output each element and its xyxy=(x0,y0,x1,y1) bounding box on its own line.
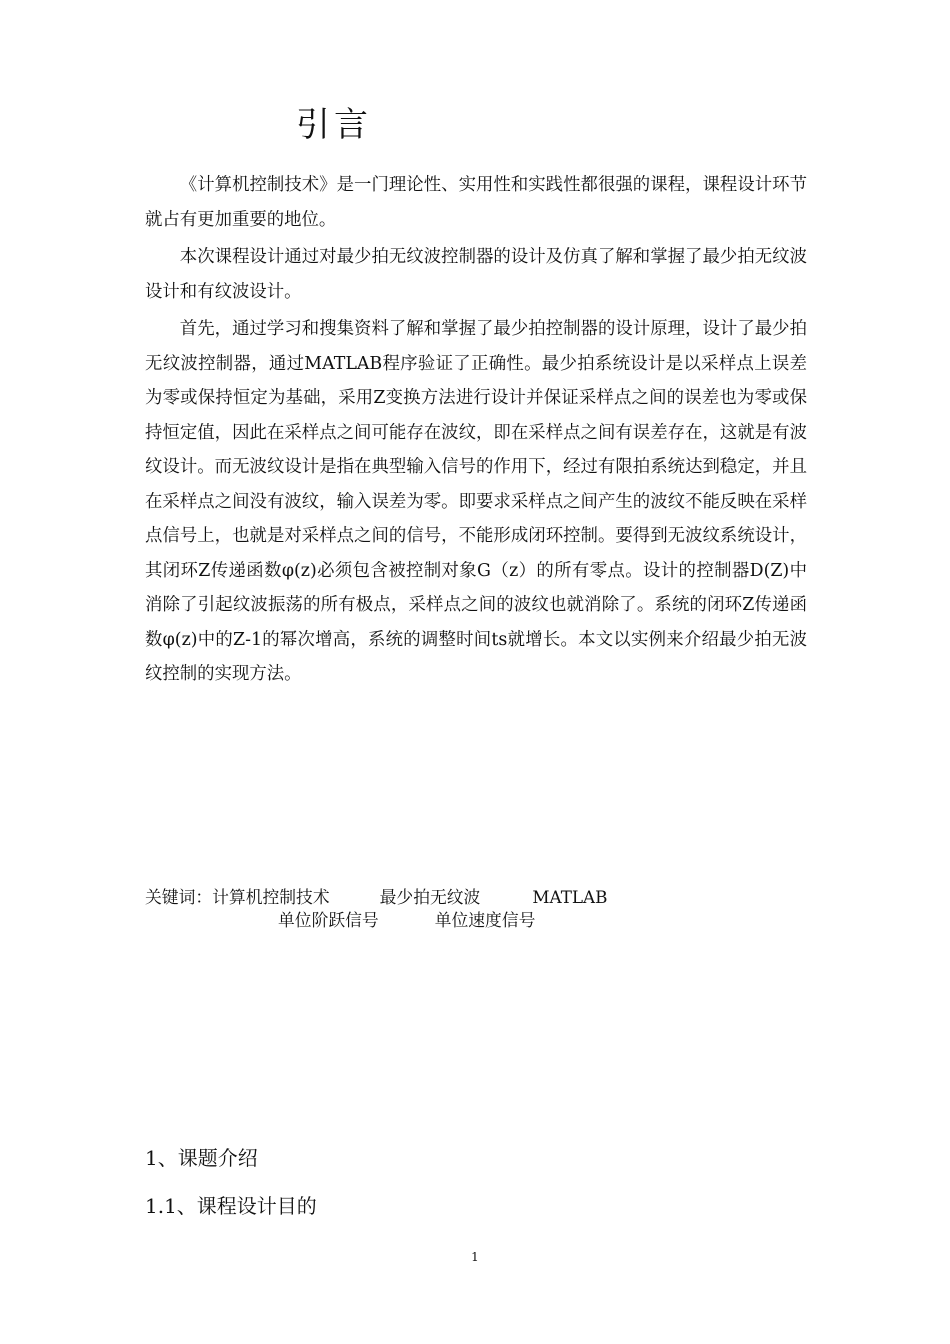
keywords-label: 关键词： xyxy=(145,887,213,907)
keyword-item: MATLAB xyxy=(532,887,608,907)
page-title: 引言 xyxy=(296,105,372,145)
keywords-row-2 xyxy=(145,909,608,932)
keyword-item: 最少拍无纹波 xyxy=(379,887,481,907)
section-heading: 1、课题介绍 xyxy=(145,1146,258,1170)
page-number: 1 xyxy=(471,1250,479,1264)
keywords-block xyxy=(145,886,608,932)
keyword-item: 单位阶跃信号 xyxy=(278,910,379,930)
keywords-row-1 xyxy=(145,886,608,909)
body-text xyxy=(145,168,807,695)
paragraph-intro: 《计算机控制技术》是一门理论性、实用性和实践性都很强的课程，课程设计环节就占有更加重要的地位。 xyxy=(145,175,807,230)
paragraph-design-principle: 首先，通过学习和搜集资料了解和掌握了最少拍控制器的设计原理，设计了最少拍无纹波控制器，通过MATLAB程序验证了正确性。最少拍系统设计是以采样点上误差为零或保持恒定为基础，采用Z变换方法进行设计并保证采样点之间的误差也为零或保持恒定值，因此在采样点之间可能存在波纹，即在采样点之间有误差存在，这就是有波纹设计。而无波纹设计是指在典型输入信号的作用下，经过有限拍系统达到稳定，并且在采样点之间没有波纹，输入误差为零。即要求采样点之间产生的波纹不能反映在采样点信号上，也就是对采样点之间的信号，不能形成闭环控制。要得到无波纹系统设计，其闭环Z传递函数φ(z)必须包含被控制对象G（z）的所有零点。设计的控制器D(Z)中消除了引起纹波振荡的所有极点，采样点之间的波纹也就消除了。系统的闭环Z传递函数φ(z)中的Z-1的幂次增高，系统的调整时间ts就增长。本文以实例来介绍最少拍无波纹控制的实现方法。 xyxy=(145,319,807,684)
subsection-heading: 1.1、课程设计目的 xyxy=(145,1194,317,1218)
paragraph-design-summary: 本次课程设计通过对最少拍无纹波控制器的设计及仿真了解和掌握了最少拍无纹波设计和有纹波设计。 xyxy=(145,247,807,302)
keyword-item: 计算机控制技术 xyxy=(212,887,330,907)
keyword-item: 单位速度信号 xyxy=(434,910,536,930)
